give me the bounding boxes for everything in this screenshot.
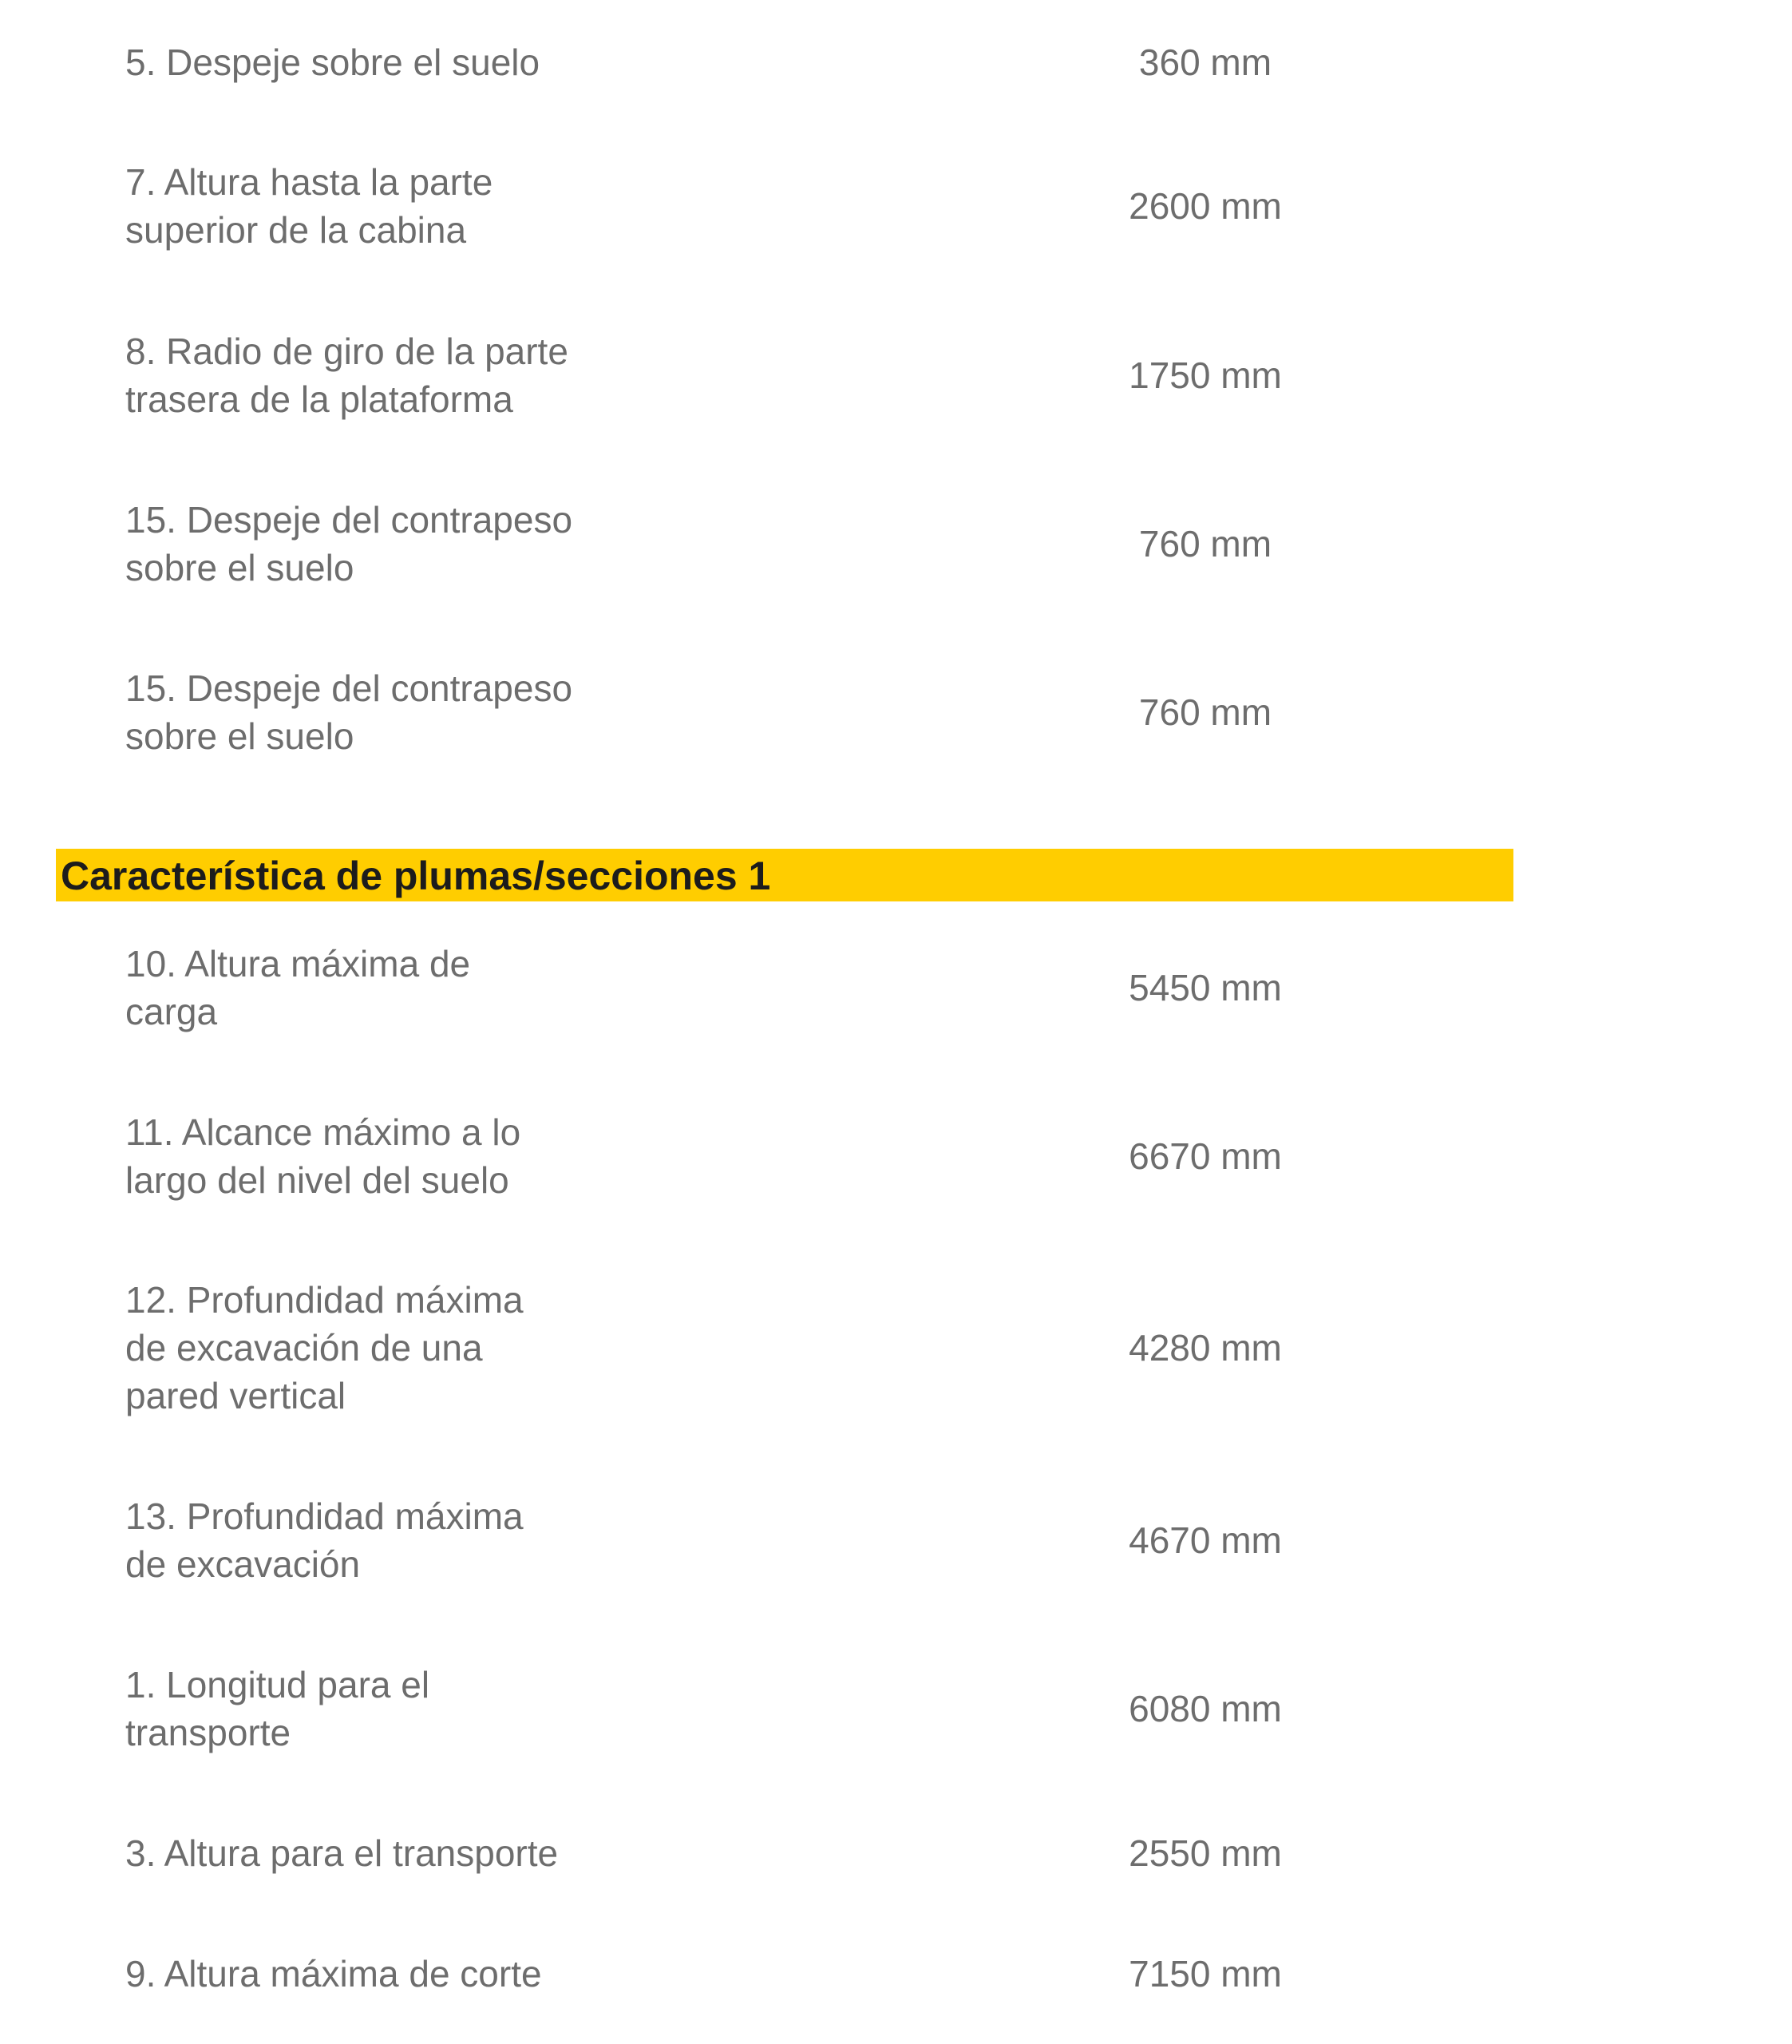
spec-label: 13. Profundidad máxima de excavación [125,1495,524,1585]
spec-value: 5450 mm [1129,967,1282,1008]
spec-value: 6080 mm [1129,1688,1282,1729]
spec-label: 15. Despeje del contrapeso sobre el suelo [125,499,573,588]
spec-value: 760 mm [1138,691,1272,733]
spec-label: 5. Despeje sobre el suelo [125,42,540,83]
spec-label: 1. Longitud para el transporte [125,1664,430,1753]
section-header-boom [56,849,1513,901]
spec-value: 6670 mm [1129,1135,1282,1177]
spec-value: 2600 mm [1129,185,1282,227]
spec-label: 11. Alcance máximo a lo largo del nivel del suelo [125,1111,521,1201]
spec-label: 7. Altura hasta la parte superior de la cabina [125,161,493,251]
spec-value: 1750 mm [1129,355,1282,396]
spec-value: 7150 mm [1129,1953,1282,1994]
spec-value: 4670 mm [1129,1519,1282,1561]
spec-value: 360 mm [1138,42,1272,83]
spec-value: 2550 mm [1129,1832,1282,1874]
spec-label: 8. Radio de giro de la parte trasera de la plataforma [125,331,568,420]
spec-label: 10. Altura máxima de carga [125,943,471,1032]
spec-label: 3. Altura para el transporte [125,1832,559,1874]
section-title: Característica de plumas/secciones 1 [61,854,771,898]
spec-value: 4280 mm [1129,1327,1282,1369]
spec-label: 9. Altura máxima de corte [125,1953,542,1994]
spec-label: 15. Despeje del contrapeso sobre el suelo [125,667,573,757]
spec-label: 12. Profundidad máxima de excavación de una pared vertical [125,1279,524,1416]
spec-value: 760 mm [1138,523,1272,564]
